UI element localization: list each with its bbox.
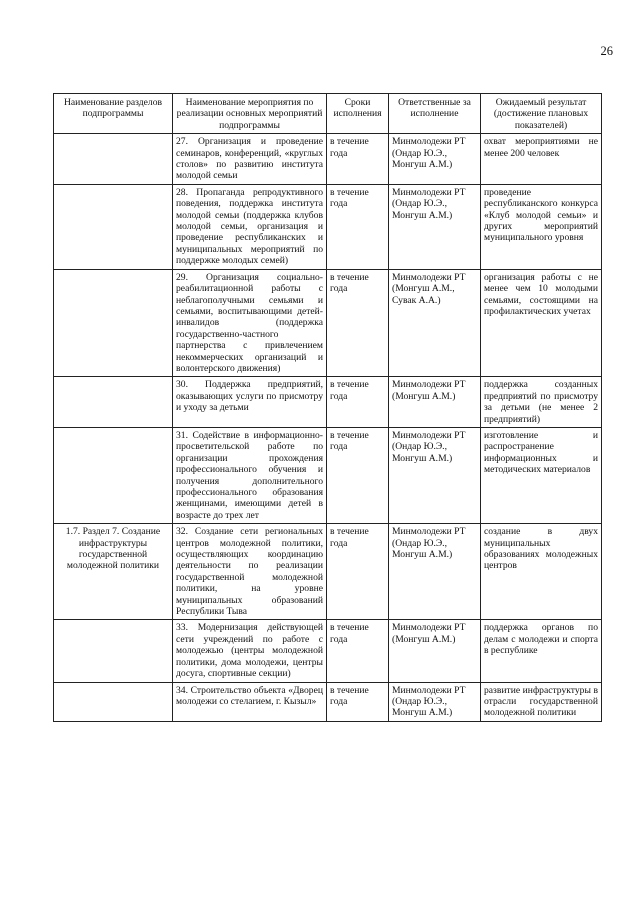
page-number: 26 xyxy=(600,44,613,58)
result-cell: поддержка органов по делам с молодежи и спорта в республике xyxy=(481,620,602,682)
activity-cell: 33. Модернизация действующей сети учреждений по работе с молодежью (центры молодежной политики, дома молодежи, центры досуга, спортивные секции) xyxy=(173,620,327,682)
activity-cell: 31. Содействие в информационно-просветительской работе по организации прохождения профессионального обучения и получения дополнительного профессионального образования женщинами, имеющими детей в возрасте до трех лет xyxy=(173,427,327,523)
result-cell: охват мероприятиями не менее 200 человек xyxy=(481,134,602,185)
responsible-cell: Минмолодежи РТ (Ондар Ю.Э., Монгуш А.М.) xyxy=(389,682,481,721)
activity-cell: 27. Организация и проведение семинаров, конференций, «круглых столов» по развитию института молодой семьи xyxy=(173,134,327,185)
term-cell: в течение года xyxy=(327,269,389,377)
table-row xyxy=(54,682,602,721)
table-header-row xyxy=(54,94,602,134)
term-cell: в течение года xyxy=(327,524,389,620)
program-activities-table xyxy=(53,93,602,722)
table-row xyxy=(54,184,602,269)
section-cell xyxy=(54,269,173,377)
result-cell: поддержка созданных предприятий по присмотру за детьми (не менее 2 предприятий) xyxy=(481,377,602,428)
result-cell: организация работы с не менее чем 10 молодыми семьями, состоящими на профилактических учетах xyxy=(481,269,602,377)
result-cell: создание в двух муниципальных образованиях молодежных центров xyxy=(481,524,602,620)
responsible-cell: Минмолодежи РТ (Ондар Ю.Э., Монгуш А.М.) xyxy=(389,524,481,620)
header-activity: Наименование мероприятия по реализации основных мероприятий подпрограммы xyxy=(173,94,327,134)
section-cell: 1.7. Раздел 7. Создание инфраструктуры государственной молодежной политики xyxy=(54,524,173,620)
section-cell xyxy=(54,682,173,721)
header-section: Наименование разделов подпрограммы xyxy=(54,94,173,134)
section-cell xyxy=(54,377,173,428)
term-cell: в течение года xyxy=(327,184,389,269)
activity-cell: 32. Создание сети региональных центров молодежной политики, осуществляющих координацию деятельности по реализации государственной молодежной политики, на уровне муниципальных образований Республики Тыва xyxy=(173,524,327,620)
table-row xyxy=(54,427,602,523)
responsible-cell: Минмолодежи РТ (Ондар Ю.Э., Монгуш А.М.) xyxy=(389,134,481,185)
activity-cell: 28. Пропаганда репродуктивного поведения, поддержка института молодой семьи (поддержка клубов молодой семьи, организация и проведение республиканских и муниципальных мероприятий по поддержке молодых семей) xyxy=(173,184,327,269)
section-cell xyxy=(54,134,173,185)
term-cell: в течение года xyxy=(327,620,389,682)
activity-cell: 34. Строительство объекта «Дворец молодежи со стелarием, г. Кызыл» xyxy=(173,682,327,721)
term-cell: в течение года xyxy=(327,682,389,721)
activity-cell: 30. Поддержка предприятий, оказывающих услуги по присмотру и уходу за детьми xyxy=(173,377,327,428)
result-cell: изготовление и распространение информационных и методических материалов xyxy=(481,427,602,523)
section-cell xyxy=(54,184,173,269)
activity-cell: 29. Организация социально-реабилитационной работы с неблагополучными семьями и семьями, воспитывающими детей-инвалидов (поддержка государственно-частного партнерства с привлечением некоммерческих организаций и волонтерского движения) xyxy=(173,269,327,377)
table-row xyxy=(54,524,602,620)
term-cell: в течение года xyxy=(327,427,389,523)
responsible-cell: Минмолодежи РТ (Монгуш А.М.) xyxy=(389,620,481,682)
section-cell xyxy=(54,427,173,523)
responsible-cell: Минмолодежи РТ (Ондар Ю.Э., Монгуш А.М.) xyxy=(389,184,481,269)
result-cell: проведение республиканского конкурса «Клуб молодой семьи» и других мероприятий муниципального уровня xyxy=(481,184,602,269)
table-row xyxy=(54,620,602,682)
result-cell: развитие инфраструктуры в отрасли государственной молодежной политики xyxy=(481,682,602,721)
section-cell xyxy=(54,620,173,682)
table-row xyxy=(54,377,602,428)
term-cell: в течение года xyxy=(327,134,389,185)
table-row xyxy=(54,134,602,185)
term-cell: в течение года xyxy=(327,377,389,428)
header-result: Ожидаемый результат (достижение плановых показателей) xyxy=(481,94,602,134)
table-row xyxy=(54,269,602,377)
responsible-cell: Минмолодежи РТ (Ондар Ю.Э., Монгуш А.М.) xyxy=(389,427,481,523)
header-responsible: Ответственные за исполнение xyxy=(389,94,481,134)
responsible-cell: Минмолодежи РТ (Монгуш А.М., Сувак А.А.) xyxy=(389,269,481,377)
header-term: Сроки исполнения xyxy=(327,94,389,134)
responsible-cell: Минмолодежи РТ (Монгуш А.М.) xyxy=(389,377,481,428)
